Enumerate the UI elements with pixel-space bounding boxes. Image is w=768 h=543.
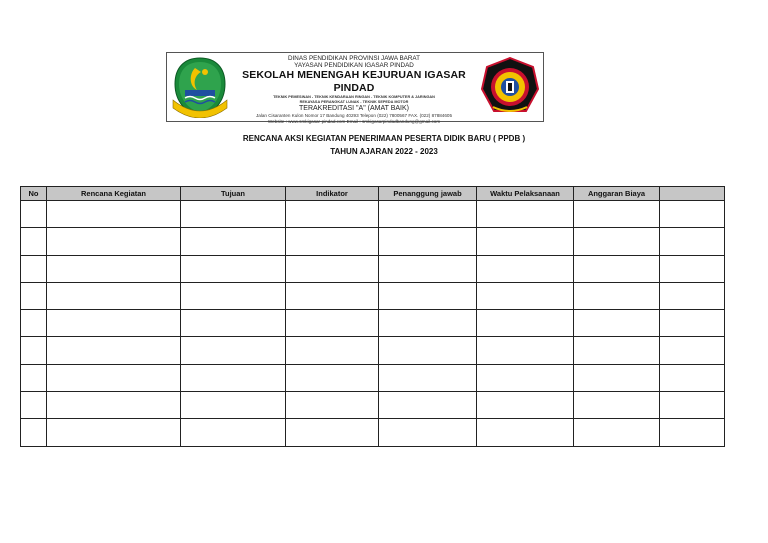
school-logo-icon xyxy=(481,57,539,117)
table-header-row xyxy=(21,187,725,201)
table-cell xyxy=(21,337,47,364)
school-website-email: Website : www.smkigasar-pindad.com Email : smkigasarpindadbandung@gmail.com xyxy=(267,119,441,124)
col-header-waktu-pelaksanaan: Waktu Pelaksanaan xyxy=(477,187,574,201)
table-cell xyxy=(574,310,660,337)
table-cell xyxy=(47,337,181,364)
table-cell xyxy=(181,310,286,337)
table-cell xyxy=(21,310,47,337)
table-cell xyxy=(286,255,379,282)
table-row xyxy=(21,310,725,337)
letterhead-programs-1: TEKNIK PEMESINAN - TEKNIK KENDARAAN RINGAN - TEKNIK KOMPUTER & JARINGAN xyxy=(273,95,435,99)
col-header-penanggung-jawab: Penanggung jawab xyxy=(379,187,477,201)
table-cell xyxy=(660,255,725,282)
table-cell xyxy=(47,392,181,419)
table-cell xyxy=(660,419,725,446)
table-row xyxy=(21,228,725,255)
table-cell xyxy=(286,419,379,446)
col-header-no: No xyxy=(21,187,47,201)
table-cell xyxy=(181,337,286,364)
table-cell xyxy=(379,201,477,228)
table-cell xyxy=(660,364,725,391)
table-cell xyxy=(47,419,181,446)
table-row xyxy=(21,392,725,419)
letterhead-programs-2: REKAYASA PERANGKAT LUNAK - TEKNIK SEPEDA MOTOR xyxy=(299,100,409,104)
table-cell xyxy=(47,364,181,391)
letterhead-foundation: YAYASAN PENDIDIKAN IGASAR PINDAD xyxy=(294,62,414,69)
school-name: SEKOLAH MENENGAH KEJURUAN IGASAR PINDAD xyxy=(242,69,466,94)
table-row xyxy=(21,255,725,282)
table-cell xyxy=(21,228,47,255)
table-cell xyxy=(660,392,725,419)
table-cell xyxy=(574,364,660,391)
table-cell xyxy=(286,364,379,391)
table-cell xyxy=(181,282,286,309)
table-cell xyxy=(379,310,477,337)
col-header-rencana-kegiatan: Rencana Kegiatan xyxy=(47,187,181,201)
table-cell xyxy=(477,282,574,309)
table-cell xyxy=(379,337,477,364)
table-cell xyxy=(574,419,660,446)
table-cell xyxy=(47,201,181,228)
table-cell xyxy=(286,310,379,337)
table-cell xyxy=(181,392,286,419)
table-cell xyxy=(379,228,477,255)
table-cell xyxy=(21,282,47,309)
table-cell xyxy=(574,392,660,419)
table-cell xyxy=(660,310,725,337)
table-body xyxy=(21,201,725,447)
table-row xyxy=(21,419,725,446)
letterhead xyxy=(166,52,544,122)
action-plan-table xyxy=(20,186,725,447)
school-address: Jalan Cisaranten Kulon Nomor 17 Bandung 40293 Telepon (022) 7800567 FAX. (022) 87884605 xyxy=(255,113,453,118)
table-cell xyxy=(477,228,574,255)
table-cell xyxy=(477,364,574,391)
table-cell xyxy=(477,201,574,228)
table-cell xyxy=(47,255,181,282)
table-cell xyxy=(660,228,725,255)
table-cell xyxy=(47,310,181,337)
table-cell xyxy=(477,419,574,446)
table-cell xyxy=(477,392,574,419)
table-cell xyxy=(660,201,725,228)
table-cell xyxy=(286,201,379,228)
table-cell xyxy=(379,282,477,309)
letterhead-agency: DINAS PENDIDIKAN PROVINSI JAWA BARAT xyxy=(287,55,421,62)
table-cell xyxy=(379,364,477,391)
table-cell xyxy=(477,255,574,282)
document-subtitle: TAHUN AJARAN 2022 - 2023 xyxy=(330,147,438,156)
table-row xyxy=(21,201,725,228)
table-cell xyxy=(574,337,660,364)
table-row xyxy=(21,364,725,391)
document-title: RENCANA AKSI KEGIATAN PENERIMAAN PESERTA DIDIK BARU ( PPDB ) xyxy=(242,134,526,143)
table-cell xyxy=(181,228,286,255)
table-row xyxy=(21,337,725,364)
table-cell xyxy=(21,255,47,282)
table-cell xyxy=(21,201,47,228)
table-row xyxy=(21,282,725,309)
col-header-anggaran-biaya: Anggaran Biaya xyxy=(574,187,660,201)
table-cell xyxy=(286,392,379,419)
table-cell xyxy=(286,228,379,255)
table-cell xyxy=(21,419,47,446)
table-cell xyxy=(286,282,379,309)
table-cell xyxy=(286,337,379,364)
table-cell xyxy=(379,419,477,446)
table-cell xyxy=(477,310,574,337)
table-cell xyxy=(47,228,181,255)
table-cell xyxy=(574,201,660,228)
table-cell xyxy=(574,255,660,282)
table-cell xyxy=(181,201,286,228)
table-cell xyxy=(181,419,286,446)
table-cell xyxy=(181,364,286,391)
table-cell xyxy=(181,255,286,282)
table-cell xyxy=(47,282,181,309)
table-cell xyxy=(660,337,725,364)
col-header-blank xyxy=(660,187,725,201)
col-header-tujuan: Tujuan xyxy=(181,187,286,201)
west-java-emblem-icon xyxy=(171,56,229,118)
table-cell xyxy=(379,392,477,419)
table-cell xyxy=(379,255,477,282)
table-cell xyxy=(660,282,725,309)
table-cell xyxy=(21,364,47,391)
table-cell xyxy=(574,228,660,255)
col-header-indikator: Indikator xyxy=(286,187,379,201)
table-cell xyxy=(21,392,47,419)
accreditation-text: TERAKREDITASI "A" (AMAT BAIK) xyxy=(299,105,409,112)
table-cell xyxy=(477,337,574,364)
table-cell xyxy=(574,282,660,309)
